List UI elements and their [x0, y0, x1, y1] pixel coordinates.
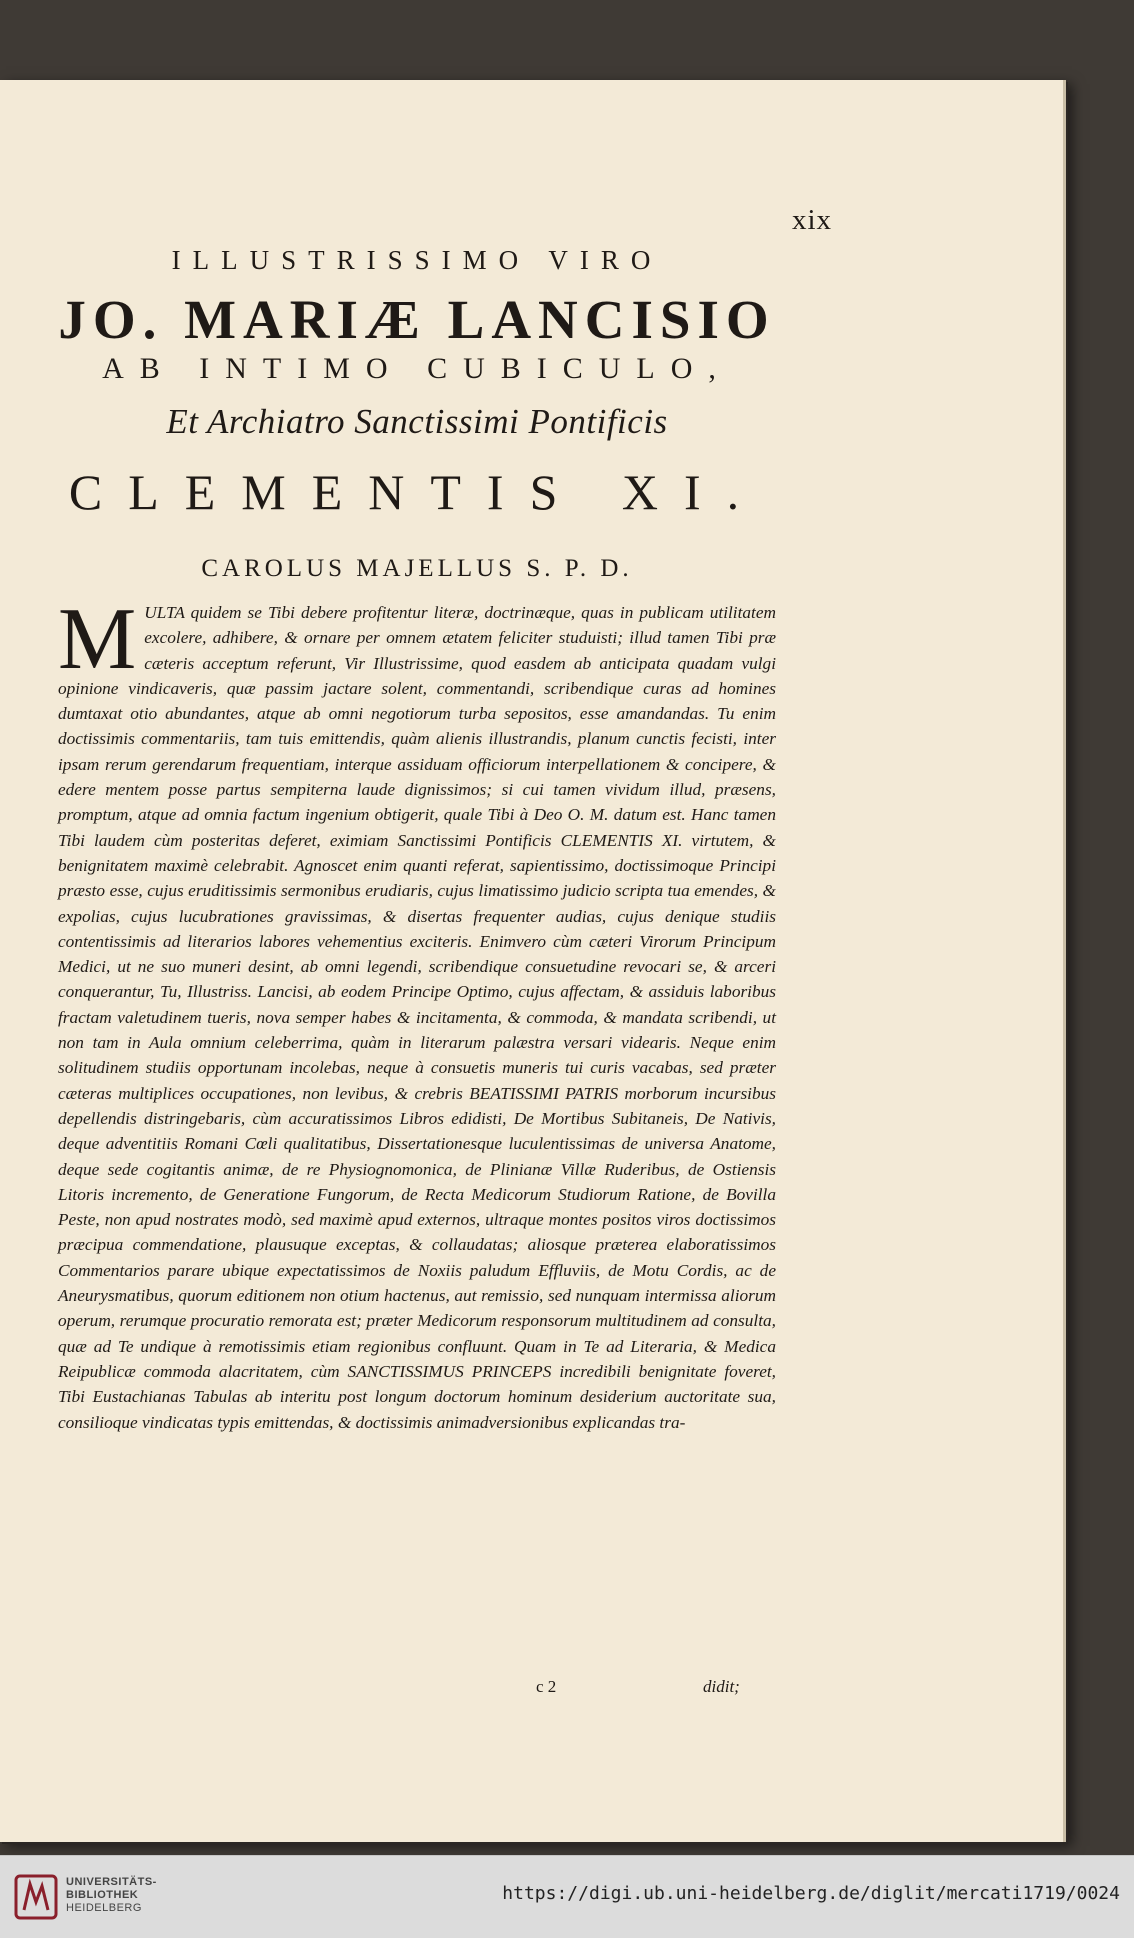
university-library-logo-icon[interactable]	[14, 1872, 58, 1922]
author-salutation: CAROLUS MAJELLUS S. P. D.	[201, 555, 633, 582]
library-name[interactable]: UNIVERSITÄTS- BIBLIOTHEK HEIDELBERG	[66, 1876, 157, 1914]
viewer-footer	[0, 1855, 1134, 1938]
dedication-name: JO. MARIÆ LANCISIO	[58, 289, 776, 350]
book-page	[0, 80, 1066, 1842]
dedication-line-5: CLEMENTIS XI.	[68, 464, 766, 520]
drop-cap: M	[58, 591, 137, 688]
dedication-line-4: Et Archiatro Sanctissimi Pontificis	[166, 402, 668, 441]
dedication-body	[58, 591, 776, 1435]
dedication-line-3: AB INTIMO CUBICULO,	[102, 352, 732, 385]
body-paragraph: ULTA quidem se Tibi debere profitentur literæ, doctrinæque, quas in publicam utilitatem excolere, adhibere, & ornare per omnem ætatem feliciter studuisti; illud tamen Tibi præ cæteris acceptum referunt, Vir Illustrissime, quod easdem ab anticipata quadam vulgi opinione vindicaveris, quæ passim jactare solent, commentandi, scribendique curas ad homines dumtaxat otio abundantes, atque ab omni negotiorum turba sepositos, esse amandandas. Tu enim doctissimis commentariis, tam tuis emittendis, quàm alienis illustrandis, planum cunctis fecisti, inter ipsam rerum gerendarum frequentiam, interque assiduam officiorum interpellationem & concipere, & edere mentem posse partus sempiterna laude dignissimos; si cui tamen vividum illud, præsens, promptum, atque ad omnia factum ingenium obtigerit, quale Tibi à Deo O. M. datum est. Hanc tamen Tibi laudem cùm posteritas deferet, eximiam Sanctissimi Pontificis CLEMENTIS XI. virtutem, & benignitatem maximè celebrabit. Agnoscet enim quanti referat, sapientissimo, doctissimoque Principi præsto esse, cujus eruditissimis sermonibus erudiaris, cujus limatissimo judicio scripta tua emendes, & expolias, cujus lucubrationes gravissimas, & disertas frequenter audias, cujus denique studiis contentissimis ad literarios labores vehementius exciteris. Enimvero cùm cæteri Virorum Principum Medici, ut ne suo muneri desint, ab omni legendi, scribendique consuetudine revocari se, & arceri conquerantur, Tu, Illustriss. Lancisi, ab eodem Principe Optimo, cujus affectam, & assiduis laboribus fractam valetudinem tueris, nova semper habes & incitamenta, & commoda, & mandata scribendi, ut non tam in Aula omnium celeberrima, quàm in literarum palæstra versari videaris. Neque enim solitudinem studiis opportunam incolebas, neque à consuetis muneris tui curis vacabas, sed præter cæteras multiplices occupationes, non levibus, & crebris BEATISSIMI PATRIS morborum incursibus depellendis distringebaris, cùm accuratissimos Libros edidisti, De Mortibus Subitaneis, De Nativis, deque adventitiis Romani Cœli qualitatibus, Dissertationesque luculentissimas de universa Anatome, deque sede cogitantis animæ, de re Physiognomonica, de Plinianæ Villæ Ruderibus, de Ostiensis Litoris incremento, de Generatione Fungorum, de Recta Medicorum Studiorum Ratione, de Bovilla Peste, non apud nostrates modò, sed maximè apud externos, ultraque montes positos viros doctissimos præcipua commendatione, plausuque exceptas, & collaudatas; aliosque præterea elaboratissimos Commentarios parare ubique expectatissimos de Noxiis paludum Effluviis, de Motu Cordis, ac de Aneurysmatibus, quorum editionem non otium hactenus, aut remissio, sed nunquam intermissa aliorum operum, rerumque procuratio remorata est; præter Medicorum responsorum multitudinem ad consulta, quæ ad Te undique à remotissimis etiam regionibus confluunt. Quam in Te ad Literaria, & Medica Reipublicæ commoda alacritatem, cùm SANCTISSIMUS PRINCEPS incredibili benignitate foveret, Tibi Eustachianas Tabulas ab interitu post longum doctorum hominum desiderium auctoritate sua, consilioque vindicatas typis emittendas, & doctissimis animadversionibus explicandas tra-	[58, 603, 776, 1432]
permalink-url[interactable]: https://digi.ub.uni-heidelberg.de/diglit/mercati1719/0024	[502, 1883, 1120, 1904]
signature-mark: c 2	[536, 1677, 557, 1696]
dedication-line-1: ILLUSTRISSIMO VIRO	[171, 245, 663, 275]
page-number: xix	[792, 204, 833, 236]
catchword: didit;	[703, 1677, 740, 1696]
